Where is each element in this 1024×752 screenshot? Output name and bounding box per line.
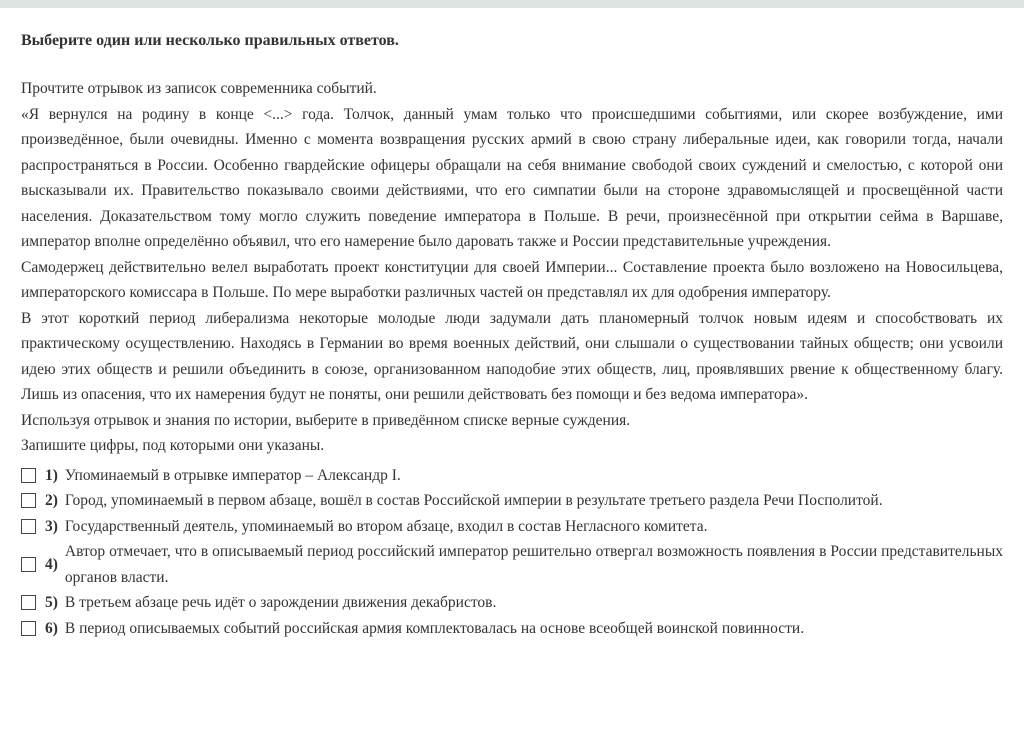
question-panel (0, 8, 1024, 641)
option-text: Автор отмечает, что в описываемый период российский император решительно отвергал возможность появления в России представительных органов власти. (64, 543, 1003, 586)
answer-option-4[interactable] (21, 539, 1003, 590)
question-prompt: Выберите один или несколько правильных ответов. (21, 32, 399, 49)
answer-option-5[interactable] (21, 590, 1003, 616)
option-text: В третьем абзаце речь идёт о зарождении движения декабристов. (64, 594, 497, 611)
instruction-line-1: Используя отрывок и знания по истории, выберите в приведённом списке верные суждения. (21, 411, 631, 429)
option-checkbox[interactable] (21, 468, 36, 483)
answer-option-1[interactable] (21, 463, 1003, 489)
top-band (0, 0, 1024, 8)
passage-paragraph-2: Самодержец действительно велел выработать проект конституции для своей Империи... Составление проекта было возложено на Новосильцева, императорского комиссара в Польше. По мере выработки различных частей он представлял их для одобрения императору. (21, 258, 1003, 301)
answer-option-2[interactable] (21, 488, 1003, 514)
option-text: Упоминаемый в отрывке император – Александр I. (64, 466, 401, 484)
passage-intro: Прочтите отрывок из записок современника событий. (21, 80, 377, 97)
option-number: 6) (45, 619, 58, 637)
option-number: 3) (45, 517, 58, 535)
option-checkbox[interactable] (21, 621, 36, 636)
passage-paragraph-3: В этот короткий период либерализма некоторые молодые люди задумали дать планомерный толчок новым идеям и способствовать их практическому осуществлению. Находясь в Германии во время военных действий, они слышали о существовании тайных обществ; они усвоили идею этих обществ и решили объединить в союзе, организованном наподобие этих обществ, лиц, проявлявших рвение к общественному благу. Лишь из опасения, что их намерения будут не поняты, они решили действовать без помощи и без ведома императора». (21, 309, 1003, 403)
option-number: 4) (45, 555, 58, 573)
option-checkbox[interactable] (21, 595, 36, 610)
answer-option-3[interactable] (21, 514, 1003, 540)
option-text: Государственный деятель, упоминаемый во втором абзаце, входил в состав Негласного комитета. (64, 517, 708, 535)
options-list (21, 463, 1003, 642)
option-number: 5) (45, 594, 58, 611)
option-checkbox[interactable] (21, 493, 36, 508)
passage (21, 76, 1003, 459)
option-number: 1) (45, 466, 58, 484)
option-checkbox[interactable] (21, 557, 36, 572)
answer-option-6[interactable] (21, 616, 1003, 642)
option-text: Город, упоминаемый в первом абзаце, вошёл в состав Российской империи в результате третьего раздела Речи Посполитой. (64, 492, 883, 509)
option-text: В период описываемых событий российская армия комплектовалась на основе всеобщей воинской повинности. (64, 619, 805, 637)
instruction-line-2: Запишите цифры, под которыми они указаны. (21, 437, 325, 454)
option-checkbox[interactable] (21, 519, 36, 534)
option-number: 2) (45, 492, 58, 509)
passage-paragraph-1: «Я вернулся на родину в конце <...> года. Толчок, данный умам только что происшедшими событиями, или скорее возбуждение, ими произведённое, были очевидны. Именно с момента возвращения русских армий в свою страну либеральные идеи, как говорили тогда, начали распространяться в России. Особенно гвардейские офицеры обращали на себя внимание свободой своих суждений и смелостью, с которой они высказывали их. Правительство показывало своими действиями, что его симпатии были на стороне здравомыслящей и просвещённой части населения. Доказательством тому могло служить поведение императора в Польше. В речи, произнесённой при открытии сейма в Варшаве, император вполне определённо объявил, что его намерение было даровать также и России представительные учреждения. (21, 105, 1003, 250)
